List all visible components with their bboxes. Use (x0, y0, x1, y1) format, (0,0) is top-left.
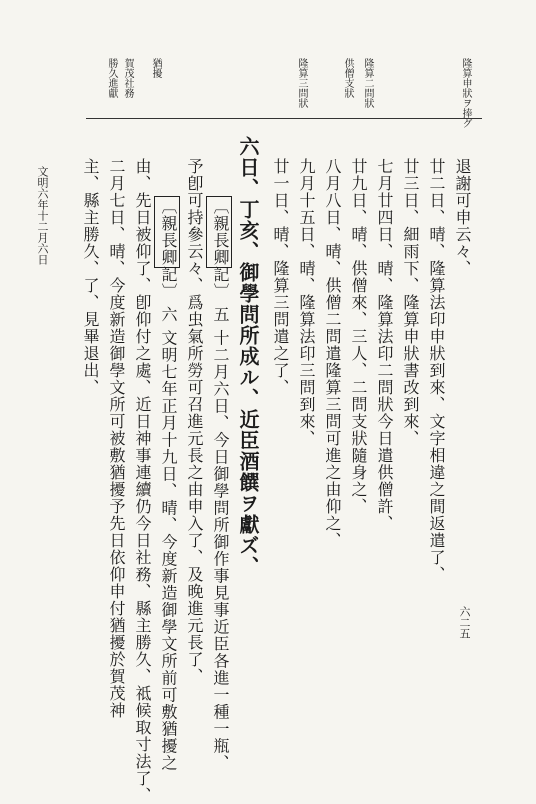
text-line: 廿一日、晴、隆算三問遣之了、 (271, 158, 290, 396)
header-note: 隆算申狀ヲ捧グ (460, 58, 471, 128)
header-note: 供僧支狀 (342, 58, 353, 98)
header-note: 賀茂社務 (122, 58, 133, 98)
text-line: 退謝可申云々、 (453, 158, 472, 277)
header-note: 猶擾 (150, 58, 161, 78)
text-line: 廿九日、晴、供僧來、三人、二問支狀隨身之、 (349, 158, 368, 515)
text-line: 八月八日、晴、供僧二問遣隆算三問可進之由仰之、 (323, 158, 342, 549)
text-line: 九月十五日、晴、隆算法印三問到來、 (297, 158, 316, 447)
text-line: 主、縣主勝久、了、見畢退出、 (81, 158, 100, 396)
text-line: 予卽可持參云々、爲虫氣所勞可召進元長之由申入了、及晚進元長了、 (185, 158, 204, 685)
entry-heading: 六日、丁亥、御學問所成ル、近臣酒饌ヲ獻ズ、 (236, 136, 260, 577)
text-line: 由、先日被仰了、卽仰付之處、近日神事連續仍今日社務、縣主勝久、祗候取寸法了、 (133, 158, 152, 804)
text-line: 七月廿四日、晴、隆算法印二問狀今日遣供僧許、 (375, 158, 394, 532)
text-line: 廿二日、晴、隆算法印申狀到來、文字相違之間返遣了、 (427, 158, 446, 583)
header-note: 勝久進獻 (106, 58, 117, 98)
text-line: 〔親長卿記〕 五 十二月六日、今日御學問所御作事見事近臣各進一種一瓶、 (211, 198, 230, 772)
page-number: 六二五 (458, 606, 471, 639)
text-line: 〔親長卿記〕 六 文明七年正月十九日、晴、今度新造御學文所前可敷猶擾之 (159, 198, 178, 772)
text-line: 二月七日、晴、今度新造御學文所可被敷猶擾予先日依仰申付猶擾於賀茂神 (107, 158, 126, 719)
footer-date: 文明六年十二月六日 (36, 166, 49, 265)
text-line: 廿三日、細雨下、隆算申狀書改到來、 (401, 158, 420, 447)
header-rule (86, 118, 482, 119)
header-note: 隆算二問狀 (362, 58, 373, 108)
header-note: 隆算三問狀 (296, 58, 307, 108)
